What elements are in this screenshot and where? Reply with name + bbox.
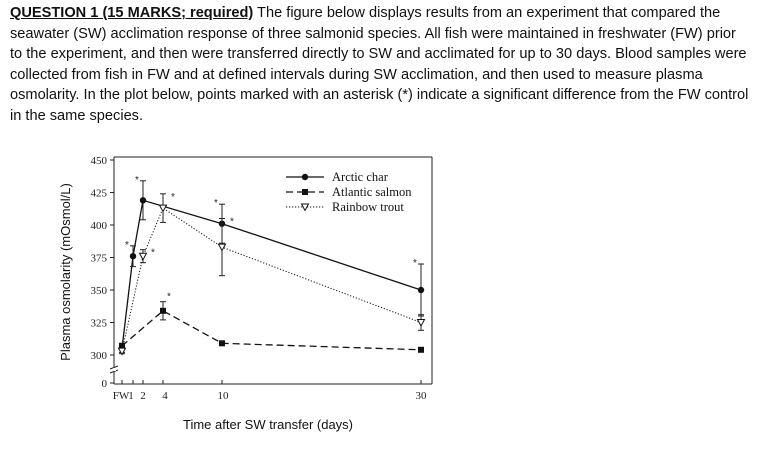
x-tick-label: 2 (140, 390, 146, 402)
question-body: The figure below displays results from an experiment that compared the seawater (SW) acclimation response of three salmonid species. All fish were maintained in freshwater (FW) prior to the experiment, and then were transferred directly to SW and acclimated for up to 30 days. Blood samples were collected from fish in FW and at defined intervals during SW acclimation, and then used to measure plasma osmolarity. In the plot below, points marked with an asterisk (*) indicate a significant difference from the FW control in the same species. (10, 5, 749, 124)
legend-marker-arctic-char (302, 174, 308, 180)
y-tick-label: 325 (90, 317, 107, 330)
legend-label-atlantic-salmon: Atlantic salmon (332, 185, 412, 199)
x-axis-title: Time after SW transfer (days) (183, 417, 353, 432)
legend-label-arctic-char: Arctic char (332, 170, 388, 184)
legend-label-rainbow-trout: Rainbow trout (332, 200, 404, 214)
series-line-atlantic-salmon (122, 311, 421, 350)
data-point-rainbow-trout (160, 205, 167, 212)
data-point-rainbow-trout (219, 244, 226, 251)
x-tick-label: 4 (162, 390, 168, 402)
data-point-atlantic-salmon (418, 347, 424, 353)
data-point-arctic-char (130, 253, 136, 259)
data-point-arctic-char (418, 287, 424, 293)
y-tick-label: 350 (90, 285, 107, 297)
y-tick-label: 0 (101, 378, 107, 390)
legend-marker-atlantic-salmon (302, 189, 308, 195)
significance-asterisk: * (214, 198, 218, 210)
significance-asterisk: * (167, 291, 171, 303)
significance-asterisk: * (151, 247, 155, 259)
y-axis-break-gap (113, 368, 116, 371)
y-tick-label: 450 (90, 155, 107, 167)
x-tick-label: 1 (128, 390, 134, 402)
series-line-rainbow-trout (122, 208, 421, 351)
x-tick-label: 10 (217, 390, 229, 402)
data-point-atlantic-salmon (160, 308, 166, 314)
significance-asterisk: * (171, 191, 175, 203)
data-point-rainbow-trout (418, 320, 425, 327)
series-line-arctic-char (122, 200, 421, 348)
significance-asterisk: * (230, 216, 234, 228)
data-point-rainbow-trout (140, 253, 147, 260)
significance-asterisk: * (413, 258, 417, 269)
significance-asterisk: * (125, 239, 129, 251)
y-axis-title: Plasma osmolarity (mOsmol/L) (58, 183, 73, 361)
data-point-atlantic-salmon (219, 340, 225, 346)
x-tick-label: 30 (415, 390, 427, 402)
significance-asterisk: * (135, 174, 139, 186)
y-tick-label: 300 (90, 350, 107, 362)
y-tick-label: 425 (90, 187, 107, 200)
data-point-arctic-char (140, 197, 146, 203)
x-tick-label: FW (112, 390, 130, 402)
y-tick-label: 375 (90, 252, 107, 265)
y-tick-label: 400 (90, 220, 107, 232)
question-heading: QUESTION 1 (15 MARKS; required) (10, 5, 254, 21)
